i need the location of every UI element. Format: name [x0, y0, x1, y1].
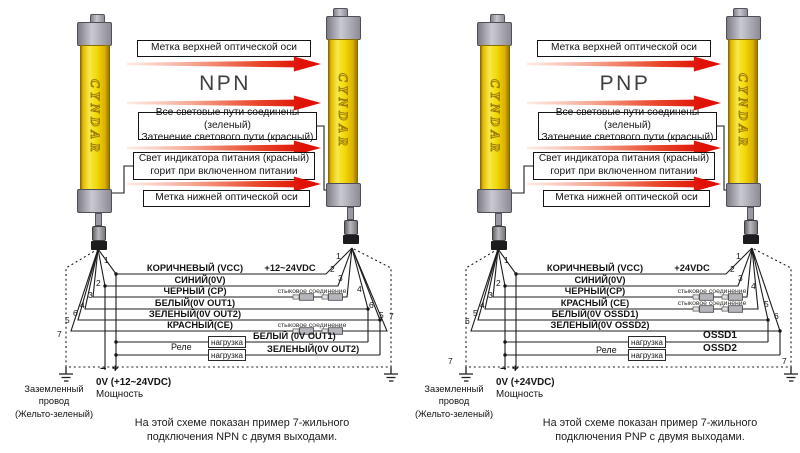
- pin-number: 7: [448, 356, 453, 366]
- wire-label-ossd2: ЗЕЛЕНЫЙ(0V OSSD2): [550, 320, 650, 330]
- butt-joint-label: стыковое соединение: [677, 288, 747, 295]
- wire-label-vcc: КОРИЧНЕВЫЙ (VCC): [146, 263, 244, 273]
- plus-sign: +: [512, 363, 519, 375]
- wire-label-cp: ЧЕРНЫЙ (CP): [163, 286, 227, 296]
- wire-label-vcc: КОРИЧНЕВЫЙ (VCC): [546, 263, 644, 273]
- pin-number: 2: [96, 278, 101, 288]
- output1-label: БЕЛЫЙ (0V OUT1): [253, 331, 336, 341]
- callout-top-axis: Метка верхней оптической оси: [137, 40, 311, 57]
- callout-power-led: Свет индикатора питания (красный) горит при включенном питании: [533, 152, 715, 180]
- pin-number: 4: [357, 284, 362, 294]
- pin-number: 1: [104, 255, 109, 265]
- load-box: нагрузка: [208, 349, 246, 361]
- diagram-caption: На этой схеме показан пример 7-жильного подключения NPN с двумя выходами.: [134, 417, 350, 443]
- curtain-body: [728, 39, 758, 184]
- callout-bottom-axis: Метка нижней оптической оси: [143, 190, 310, 207]
- cable-stem: [495, 213, 502, 226]
- brand-text: CYNDAR: [336, 73, 351, 150]
- load-box: нагрузка: [208, 336, 246, 348]
- output2-label: ЗЕЛЕНЫЙ(0V OUT2): [267, 344, 360, 354]
- pin-number: 2: [496, 278, 501, 288]
- wire-label-out1: БЕЛЫЙ(0V OUT1): [154, 298, 236, 308]
- pin-number: 5: [379, 310, 384, 320]
- end-cap: [77, 22, 112, 46]
- load-box: нагрузка: [628, 336, 666, 348]
- cable-stem: [347, 207, 354, 220]
- butt-joint-label: стыковое соединение: [277, 288, 347, 295]
- curtain-body: [80, 45, 110, 190]
- end-cap: [326, 183, 361, 207]
- power-word-label: Мощность: [496, 389, 544, 400]
- wire-label-ce: КРАСНЫЙ(CE): [167, 320, 233, 330]
- curtain-body: [480, 45, 510, 190]
- output1-label: OSSD1: [703, 330, 737, 341]
- end-cap: [77, 189, 112, 213]
- pin-number: 7: [782, 356, 787, 366]
- callout-top-axis: Метка верхней оптической оси: [537, 40, 711, 57]
- end-cap: [726, 183, 761, 207]
- pin-number: 4: [480, 300, 485, 310]
- callout-status-led: Все световые пути соединены (зеленый) Затенение светового пути (красный): [538, 112, 717, 140]
- pin-number: 7: [57, 329, 62, 339]
- load-box: нагрузка: [628, 349, 666, 361]
- pin-number: 6: [465, 316, 470, 326]
- panel-title: NPN: [199, 72, 251, 95]
- pin-number: 3: [488, 290, 493, 300]
- pin-number: 5: [764, 299, 769, 309]
- ground-wire-label: Заземленный провод (Жельто-зеленый): [414, 384, 494, 419]
- power-voltage-label: 0V (+24VDC): [496, 377, 555, 388]
- brand-text: CYNDAR: [488, 79, 503, 156]
- cable-plug: [344, 220, 358, 235]
- diagram-caption: На этой схеме показан пример 7-жильного подключения PNP с двумя выходами.: [542, 417, 758, 443]
- wire-label-out2: ЗЕЛЕНЫЙ(0V OUT2): [148, 309, 242, 319]
- pin-number: 2: [330, 264, 335, 274]
- cable-plug: [492, 226, 506, 241]
- pin-number: 7: [389, 311, 394, 321]
- end-cap: [726, 16, 761, 40]
- wire-label-ce: КРАСНЫЙ (CE): [560, 298, 630, 308]
- ground-wire-label: Заземленный провод (Жельто-зеленый): [14, 384, 94, 419]
- callout-bottom-axis: Метка нижней оптической оси: [543, 190, 710, 207]
- pin-number: 6: [369, 300, 374, 310]
- pin-number: 6: [73, 308, 78, 318]
- pin-number: 1: [736, 251, 741, 261]
- pin-number: 5: [473, 308, 478, 318]
- pin-number: 1: [504, 255, 509, 265]
- wire-label-0v: СИНИЙ(0V): [174, 275, 226, 285]
- output2-label: OSSD2: [703, 343, 737, 354]
- pin-number: 4: [80, 300, 85, 310]
- minus-sign: −: [500, 363, 507, 375]
- supply-voltage-label: +24VDC: [674, 263, 710, 273]
- brand-text: CYNDAR: [736, 73, 751, 150]
- relay-label: Реле: [171, 342, 192, 352]
- pin-number: 1: [336, 251, 341, 261]
- panel-pnp: [400, 0, 800, 453]
- pin-number: 3: [88, 290, 93, 300]
- cable-plug-tip: [343, 235, 359, 244]
- cable-stem: [747, 207, 754, 220]
- cable-plug-tip: [91, 241, 107, 250]
- plus-sign: +: [112, 363, 119, 375]
- callout-status-led: Все световые пути соединены (зеленый) Затенение светового пути (красный): [138, 112, 317, 140]
- end-cap: [477, 189, 512, 213]
- wire-label-cp: ЧЕРНЫЙ(CP): [564, 286, 626, 296]
- minus-sign: −: [100, 363, 107, 375]
- relay-label: Реле: [596, 345, 617, 355]
- cable-plug: [92, 226, 106, 241]
- power-word-label: Мощность: [96, 389, 144, 400]
- cable-plug-tip: [491, 241, 507, 250]
- pin-number: 5: [65, 315, 70, 325]
- end-cap: [326, 16, 361, 40]
- pin-number: 4: [751, 281, 756, 291]
- power-voltage-label: 0V (+12~24VDC): [96, 377, 172, 388]
- pin-number: 2: [730, 264, 735, 274]
- callout-power-led: Свет индикатора питания (красный) горит при включенном питании: [133, 152, 315, 180]
- cable-stem: [95, 213, 102, 226]
- wire-label-ossd1: БЕЛЫЙ(0V OSSD1): [551, 309, 639, 319]
- pin-number: 3: [738, 273, 743, 283]
- butt-joint-label: стыковое соединение: [677, 300, 747, 307]
- supply-voltage-label: +12~24VDC: [264, 263, 316, 273]
- butt-joint-label: стыковое соединение: [277, 322, 347, 329]
- end-cap: [477, 22, 512, 46]
- cable-plug: [744, 220, 758, 235]
- wire-label-0v: СИНИЙ(0V): [574, 275, 626, 285]
- pin-number: 6: [774, 311, 779, 321]
- cable-plug-tip: [743, 235, 759, 244]
- pin-number: 3: [338, 273, 343, 283]
- brand-text: CYNDAR: [88, 79, 103, 156]
- panel-title: PNP: [599, 72, 651, 95]
- curtain-body: [328, 39, 358, 184]
